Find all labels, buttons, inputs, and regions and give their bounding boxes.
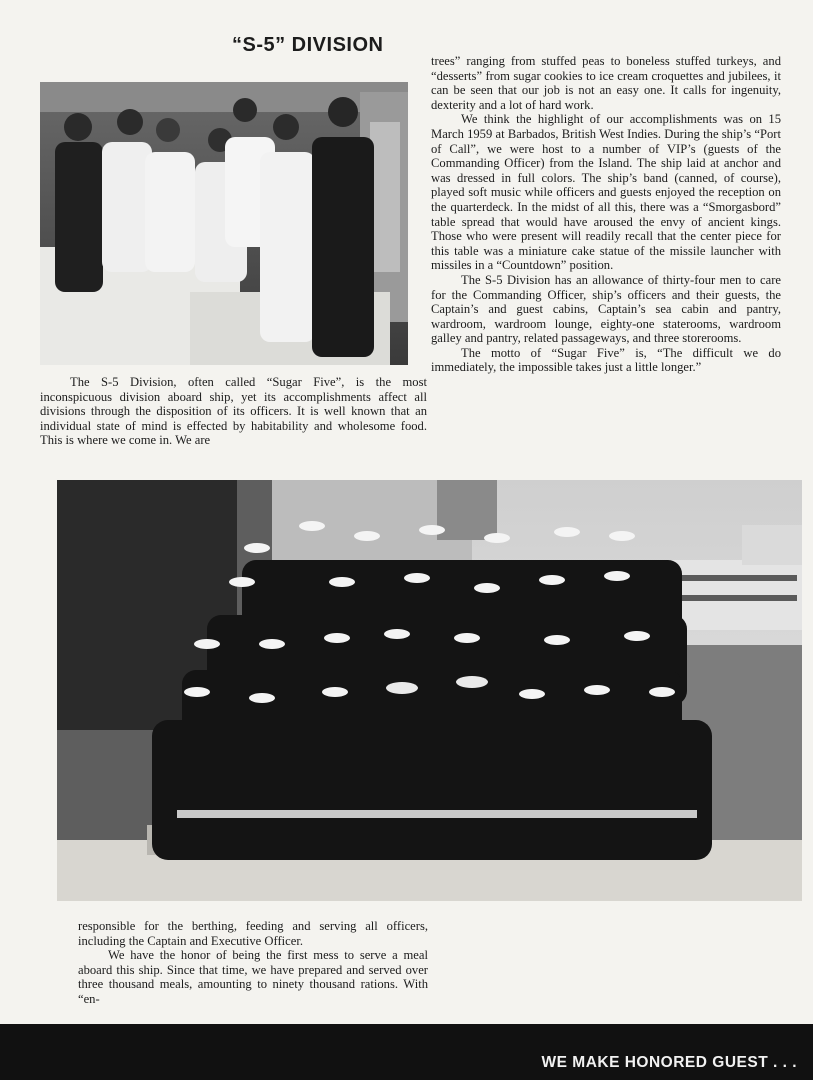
left-paragraph: The S-5 Division, often called “Sugar Five”, is the most inconspicuous division aboard ship, yet its accomplishments affect all divisions through the disposition of its officers. It is well known that an individual state of mind is effected by habitability and wholesome food. This is where we come in. We are xyxy=(40,375,427,448)
right-paragraph: We think the highlight of our accomplishments was on 15 March 1959 at Barbados, British West Indies. During the ship’s “Port of Call”, we were host to a number of VIP’s (guests of the Commanding Officer) from the Island. The ship laid at anchor and was dressed in full colors. The ship’s band (canned, of course), played soft music while officers and guests enjoyed the reception on the quarterdeck. In the midst of all this, there was a “Smorgasbord” table spread that would have aroused the envy of ancient kings. Those who were present will readily recall that the center piece for this table was a miniature cake statue of the missile launcher with missiles in a “Countdown” position. xyxy=(431,112,781,273)
right-paragraph: The motto of “Sugar Five” is, “The difficult we do immediately, the impossible takes just a little longer.” xyxy=(431,345,781,375)
bottom-paragraph: We have the honor of being the first mess to serve a meal aboard this ship. Since that time, we have prepared and served over three thousand meals, amounting to ninety thousand rations. With “en- xyxy=(78,948,428,1006)
right-column-text xyxy=(431,54,781,375)
page-title: “S-5” DIVISION xyxy=(232,34,384,56)
footer-caption: WE MAKE HONORED GUEST . . . xyxy=(541,1054,797,1071)
bottom-column-text xyxy=(78,919,428,1007)
bottom-paragraph: responsible for the berthing, feeding and serving all officers, including the Captain and Executive Officer. xyxy=(78,919,428,948)
division-group-photo xyxy=(57,480,802,901)
right-paragraph: trees” ranging from stuffed peas to boneless stuffed turkeys, and “desserts” from sugar cookies to ice cream croquettes and jubilees, it can be seen that our job is not an easy one. It calls for ingenuity, dexterity and a lot of hard work. xyxy=(431,54,781,112)
galley-crew-photo xyxy=(40,82,408,365)
right-paragraph: The S-5 Division has an allowance of thirty-four men to care for the Commanding Officer, ship’s officers and their guests, the Captain’s and guest cabins, Captain’s sea cabin and pantry, wardroom, wardroom lounge, eighty-one staterooms, wardroom galley and pantry, related passageways, and three storerooms. xyxy=(431,272,781,346)
left-column-text xyxy=(40,375,427,448)
